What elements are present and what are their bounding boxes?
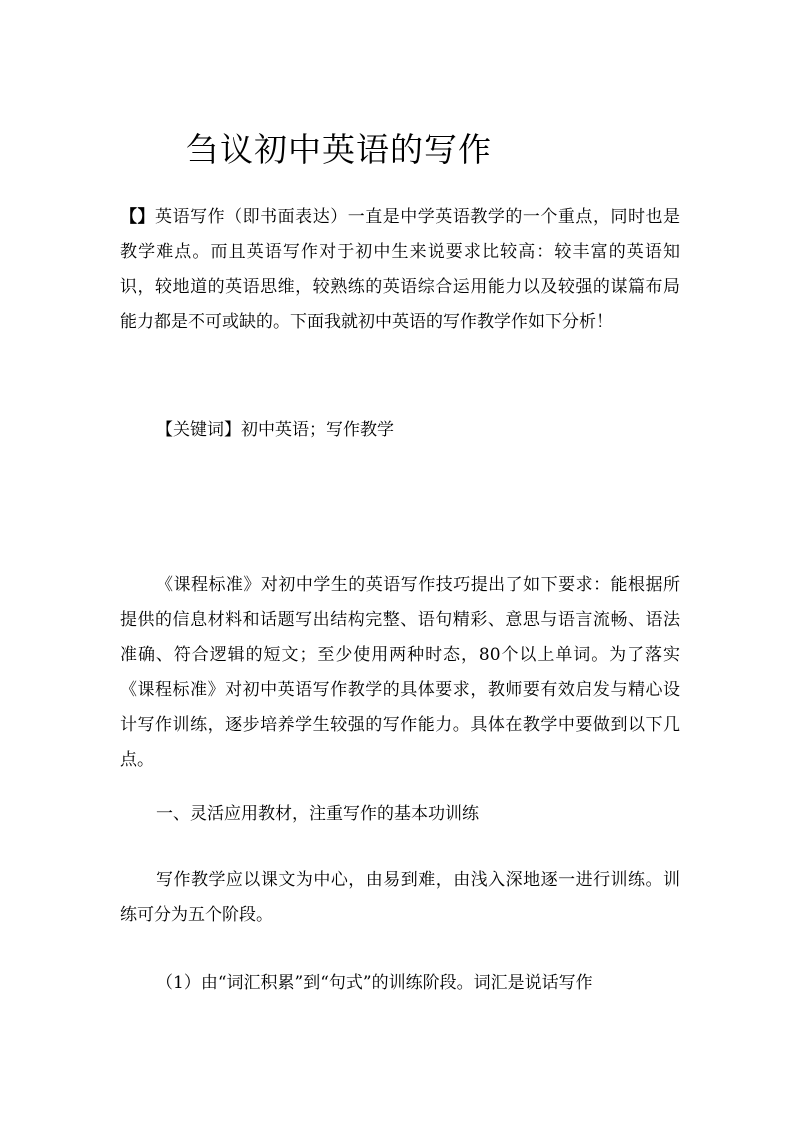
keywords-line: [156, 413, 716, 448]
abstract-text: 英语写作（即书面表达）一直是中学英语教学的一个重点，同时也是教学难点。而且英语写作对于初中生来说要求比较高：较丰富的英语知识，较地道的英语思维，较熟练的英语综合运用能力以及较强的谋篇布局能力都是不可或缺的。下面我就初中英语的写作教学作如下分析！: [120, 207, 681, 332]
body-paragraph-3: （1）由“词汇积累”到“句式”的训练阶段。词汇是说话写作: [156, 973, 593, 993]
abstract-paragraph: [120, 200, 680, 340]
section-heading: 一、灵活应用教材，注重写作的基本功训练: [156, 804, 479, 824]
keywords-text: 初中英语；写作教学: [241, 420, 394, 440]
keywords-label: 【关键词】: [156, 420, 241, 440]
abstract-bracket: 【】: [120, 207, 156, 227]
document-title: 刍议初中英语的写作: [186, 130, 492, 169]
body-paragraph-1: 《课程标准》对初中学生的英语写作技巧提出了如下要求：能根据所提供的信息材料和话题写出结构完整、语句精彩、意思与语言流畅、语法准确、符合逻辑的短文；至少使用两种时态，80个以上单词。为了落实《课程标准》对初中英语写作教学的具体要求，教师要有效启发与精心设计写作训练，逐步培养学生较强的写作能力。具体在教学中要做到以下几点。: [120, 575, 680, 770]
body-paragraph-2: 写作教学应以课文为中心，由易到难，由浅入深地逐一进行训练。训练可分为五个阶段。: [120, 870, 680, 925]
